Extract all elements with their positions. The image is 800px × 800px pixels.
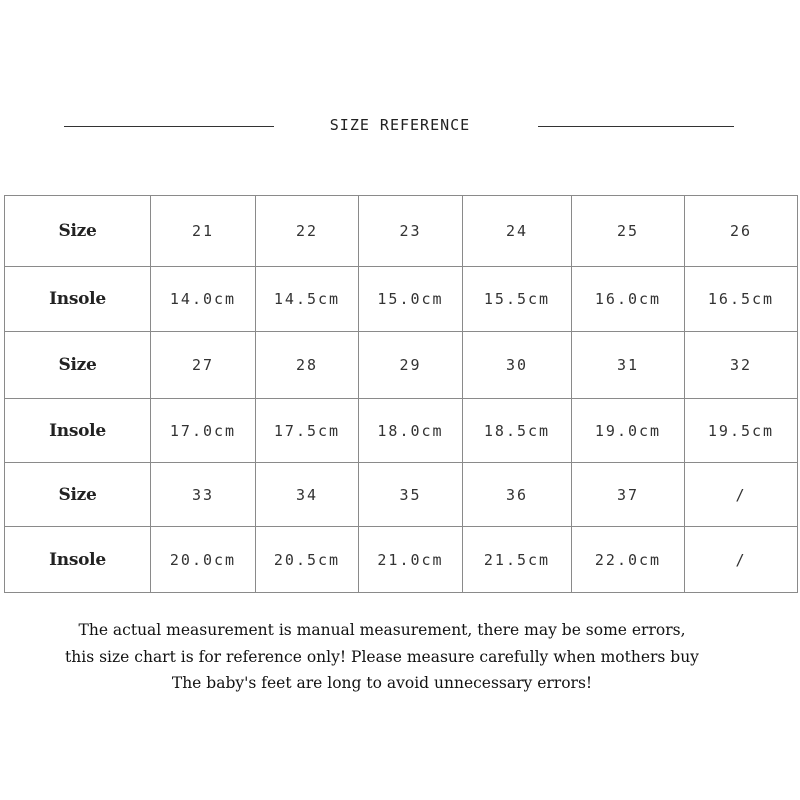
table-cell: 21.0cm	[359, 527, 463, 593]
table-cell: 22	[256, 196, 359, 267]
table-cell: 19.0cm	[572, 399, 685, 463]
size-table	[4, 195, 798, 593]
table-cell: 15.5cm	[463, 267, 572, 332]
table-cell: 25	[572, 196, 685, 267]
table-cell: 35	[359, 463, 463, 527]
table-cell: 36	[463, 463, 572, 527]
page-title: SIZE REFERENCE	[329, 116, 471, 134]
table-cell: /	[685, 527, 798, 593]
row-label: Insole	[5, 267, 151, 332]
table-cell: 22.0cm	[572, 527, 685, 593]
disclaimer-line: The actual measurement is manual measurement, there may be some errors,	[78, 621, 686, 639]
table-row	[5, 399, 798, 463]
table-cell: 32	[685, 332, 798, 399]
table-cell: 26	[685, 196, 798, 267]
table-cell: 29	[359, 332, 463, 399]
table-cell: 16.0cm	[572, 267, 685, 332]
table-cell: 20.0cm	[151, 527, 256, 593]
table-cell: 15.0cm	[359, 267, 463, 332]
header-divider-right	[538, 126, 734, 127]
disclaimer-line: The baby's feet are long to avoid unnecessary errors!	[171, 674, 593, 692]
row-label: Size	[5, 196, 151, 267]
table-cell: 17.0cm	[151, 399, 256, 463]
table-cell: 18.5cm	[463, 399, 572, 463]
row-label: Size	[5, 463, 151, 527]
table-cell: 20.5cm	[256, 527, 359, 593]
table-cell: 19.5cm	[685, 399, 798, 463]
table-cell: 16.5cm	[685, 267, 798, 332]
table-cell: 24	[463, 196, 572, 267]
row-label: Insole	[5, 527, 151, 593]
table-cell: 14.0cm	[151, 267, 256, 332]
table-cell: 14.5cm	[256, 267, 359, 332]
table-cell: 17.5cm	[256, 399, 359, 463]
table-cell: 28	[256, 332, 359, 399]
table-cell: 33	[151, 463, 256, 527]
table-cell: 31	[572, 332, 685, 399]
disclaimer-note	[0, 617, 764, 697]
table-cell: 27	[151, 332, 256, 399]
table-cell: 30	[463, 332, 572, 399]
table-row	[5, 267, 798, 332]
table-cell: /	[685, 463, 798, 527]
table-row	[5, 196, 798, 267]
table-cell: 21	[151, 196, 256, 267]
table-cell: 37	[572, 463, 685, 527]
table-cell: 18.0cm	[359, 399, 463, 463]
table-row	[5, 527, 798, 593]
row-label: Size	[5, 332, 151, 399]
table-cell: 21.5cm	[463, 527, 572, 593]
row-label: Insole	[5, 399, 151, 463]
table-row	[5, 463, 798, 527]
disclaimer-line: this size chart is for reference only! Please measure carefully when mothers buy	[65, 647, 699, 666]
header-divider-left	[64, 126, 274, 127]
table-cell: 23	[359, 196, 463, 267]
table-row	[5, 332, 798, 399]
table-cell: 34	[256, 463, 359, 527]
